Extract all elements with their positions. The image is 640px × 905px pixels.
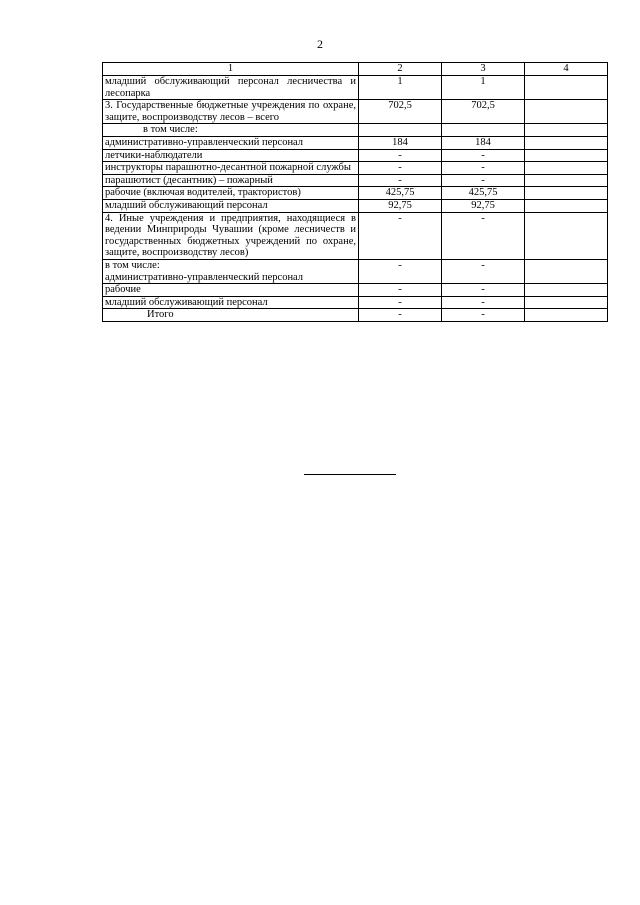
row-value-col2: - (359, 296, 442, 309)
row-value-col3: 184 (442, 136, 525, 149)
row-value-col2: - (359, 212, 442, 259)
table-row (103, 212, 608, 259)
row-value-col3: 92,75 (442, 199, 525, 212)
header-col-1: 1 (103, 63, 359, 76)
row-value-col3: 1 (442, 76, 525, 100)
row-value-col3: - (442, 309, 525, 322)
footer-divider (304, 474, 396, 475)
table-row (103, 149, 608, 162)
row-value-col3: - (442, 162, 525, 175)
row-label: младший обслуживающий персонал лесничества и лесопарка (105, 76, 356, 99)
row-label: Итого (147, 309, 174, 321)
row-label: административно-управленческий персонал (105, 136, 304, 148)
row-label-cell (103, 259, 359, 283)
row-label: административно-управленческий персонал (105, 271, 304, 283)
row-value-col2: - (359, 284, 442, 297)
row-label: младший обслуживающий персонал (105, 199, 268, 211)
row-label: летчики-наблюдатели (105, 149, 203, 161)
row-label-cell (103, 100, 359, 124)
table-row (103, 124, 608, 137)
row-value-col3 (442, 124, 525, 137)
row-label-cell (103, 187, 359, 200)
row-label-cell (103, 212, 359, 259)
table-row (103, 174, 608, 187)
row-value-col3: 425,75 (442, 187, 525, 200)
row-value-col4 (525, 296, 608, 309)
row-value-col4 (525, 174, 608, 187)
header-col-2: 2 (359, 63, 442, 76)
row-label: рабочие (105, 284, 141, 296)
row-value-col3: - (442, 259, 525, 283)
table-row (103, 162, 608, 175)
table-header-row (103, 63, 608, 76)
page-number: 2 (317, 37, 323, 51)
row-value-col3: - (442, 212, 525, 259)
row-value-col2: - (359, 149, 442, 162)
table-row (103, 100, 608, 124)
table-row (103, 136, 608, 149)
header-col-4: 4 (525, 63, 608, 76)
table-row (103, 284, 608, 297)
table-row (103, 199, 608, 212)
row-label: 4. Иные учреждения и предприятия, находящиеся в ведении Минприроды Чувашии (кроме лесничеств и государственных бюджетных учреждений по охране, защите, воспроизводству лесов) (105, 212, 356, 259)
table-row (103, 187, 608, 200)
row-value-col4 (525, 284, 608, 297)
row-label-cell (103, 174, 359, 187)
row-value-col3: - (442, 284, 525, 297)
table-row (103, 76, 608, 100)
row-value-col2: - (359, 162, 442, 175)
row-label-cell (103, 284, 359, 297)
row-label-cell (103, 149, 359, 162)
row-value-col2 (359, 124, 442, 137)
row-value-col3: 702,5 (442, 100, 525, 124)
row-value-col4 (525, 162, 608, 175)
row-value-col2: 92,75 (359, 199, 442, 212)
row-label: в том числе: (105, 259, 160, 271)
row-value-col3: - (442, 296, 525, 309)
table-row (103, 309, 608, 322)
row-label-cell (103, 136, 359, 149)
row-label: инструкторы парашютно-десантной пожарной службы (105, 162, 351, 174)
row-label-cell (103, 76, 359, 100)
row-value-col3: - (442, 149, 525, 162)
staffing-table (102, 62, 608, 322)
row-value-col4 (525, 100, 608, 124)
row-label: рабочие (включая водителей, трактористов) (105, 187, 301, 199)
row-value-col4 (525, 259, 608, 283)
row-label-cell (103, 296, 359, 309)
row-value-col4 (525, 187, 608, 200)
row-value-col2: - (359, 309, 442, 322)
table-body (103, 63, 608, 322)
row-value-col2: 1 (359, 76, 442, 100)
row-value-col4 (525, 136, 608, 149)
row-label: в том числе: (143, 124, 198, 136)
row-value-col2: 425,75 (359, 187, 442, 200)
row-label: парашютист (десантник) – пожарный (105, 174, 273, 186)
row-value-col2: 184 (359, 136, 442, 149)
row-value-col4 (525, 199, 608, 212)
row-label-cell (103, 124, 359, 137)
row-label: 3. Государственные бюджетные учреждения по охране, защите, воспроизводству лесов – всего (105, 100, 356, 123)
table-row (103, 296, 608, 309)
table-row (103, 259, 608, 283)
row-value-col2: - (359, 259, 442, 283)
row-label: младший обслуживающий персонал (105, 296, 268, 308)
row-label-cell (103, 162, 359, 175)
row-value-col4 (525, 76, 608, 100)
row-value-col4 (525, 149, 608, 162)
row-label-cell (103, 199, 359, 212)
row-value-col2: 702,5 (359, 100, 442, 124)
header-col-3: 3 (442, 63, 525, 76)
row-value-col4 (525, 309, 608, 322)
row-value-col4 (525, 124, 608, 137)
row-value-col3: - (442, 174, 525, 187)
row-value-col2: - (359, 174, 442, 187)
row-value-col4 (525, 212, 608, 259)
row-label-cell (103, 309, 359, 322)
